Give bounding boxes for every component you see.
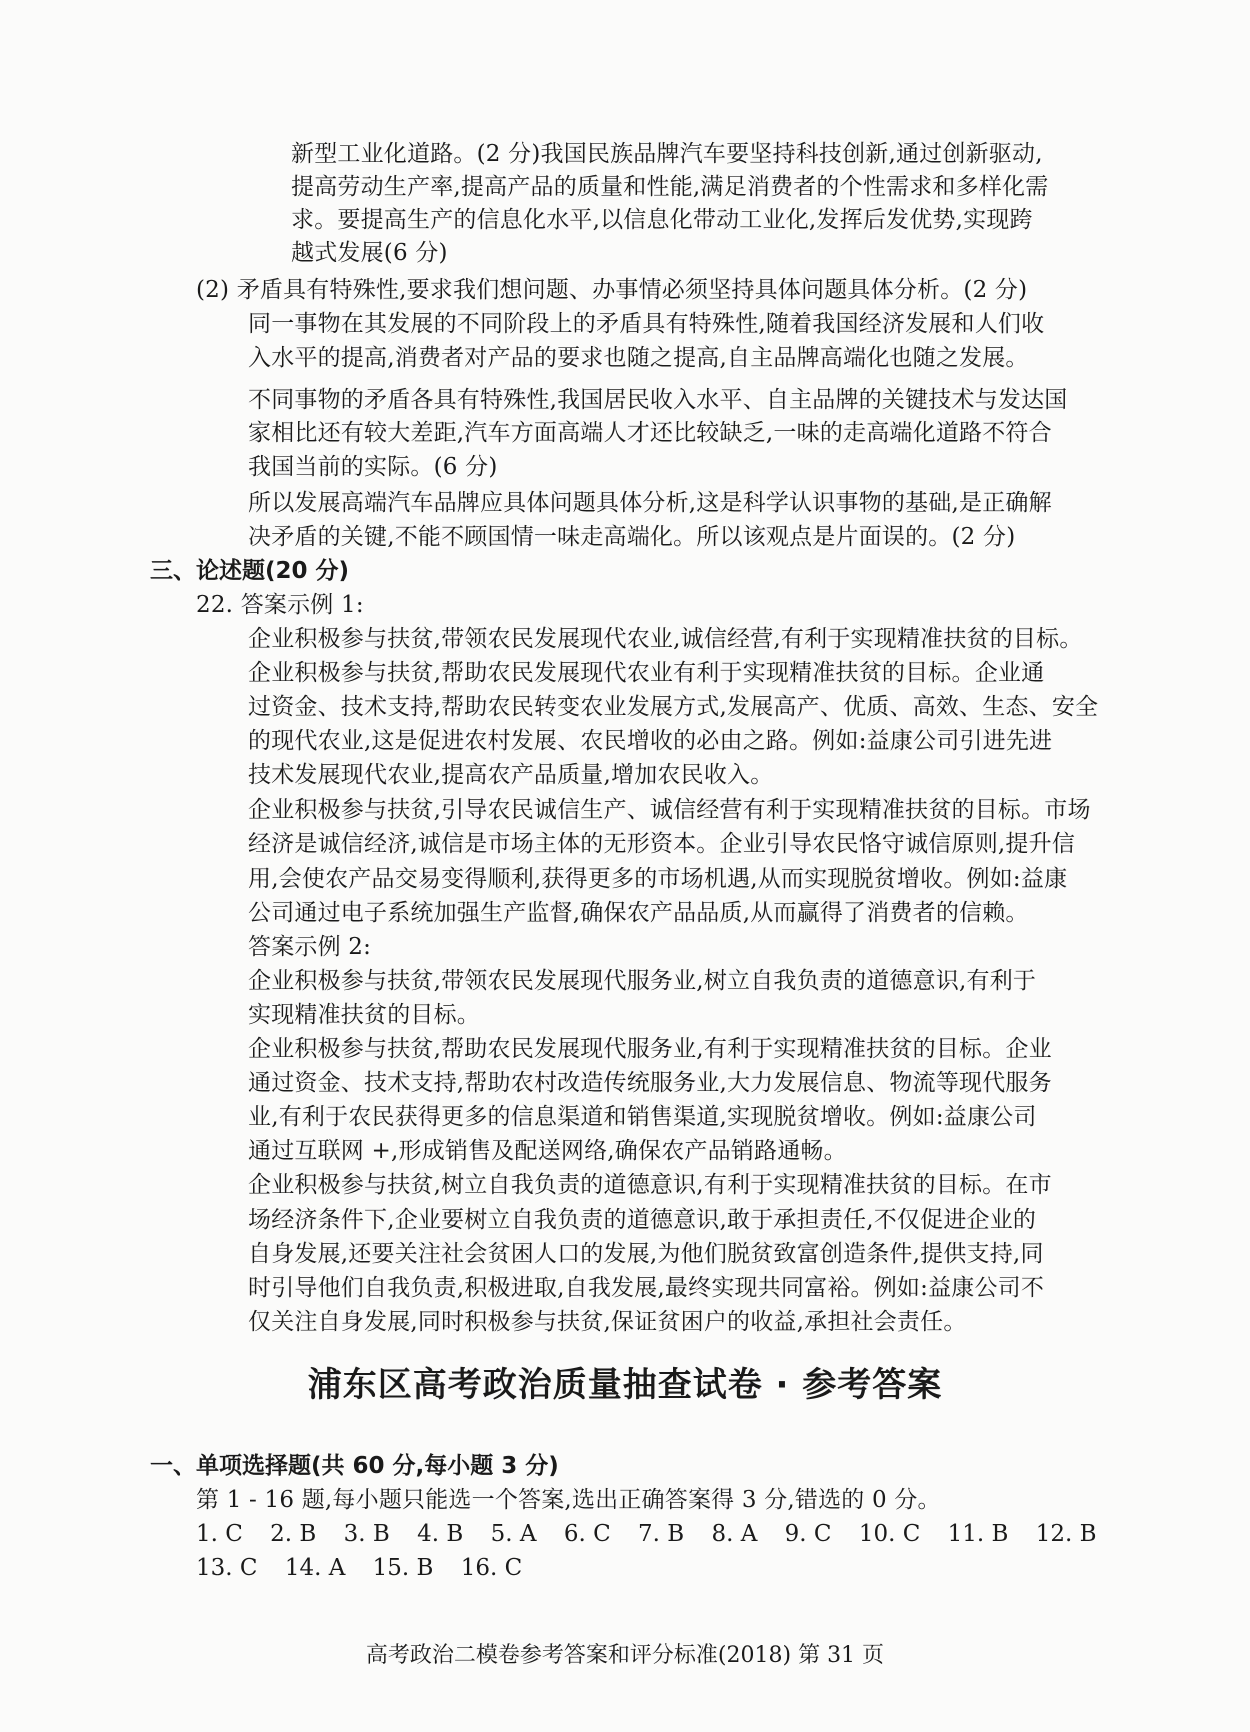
text-line: 用,会使农产品交易变得顺利,获得更多的市场机遇,从而实现脱贫增收。例如:益康 (248, 866, 1068, 892)
text-line: 企业积极参与扶贫,树立自我负责的道德意识,有利于实现精准扶贫的目标。在市 (248, 1172, 1052, 1198)
text-line: 的现代农业,这是促进农村发展、农民增收的必由之路。例如:益康公司引进先进 (248, 728, 1053, 754)
answer-item: 7. B (637, 1521, 685, 1547)
text-line: 新型工业化道路。(2 分)我国民族品牌汽车要坚持科技创新,通过创新驱动, (291, 141, 1043, 167)
answer-item: 12. B (1035, 1521, 1097, 1547)
answer-item: 11. B (947, 1521, 1009, 1547)
text-line: 过资金、技术支持,帮助农民转变农业发展方式,发展高产、优质、高效、生态、安全 (248, 694, 1099, 720)
answer-item: 9. C (784, 1521, 832, 1547)
page-title: 浦东区高考政治质量抽查试卷 · 参考答案 (307, 1365, 943, 1405)
answer-item: 3. B (343, 1521, 390, 1547)
text-line: 求。要提高生产的信息化水平,以信息化带动工业化,发挥后发优势,实现跨 (291, 207, 1033, 233)
answer-row (196, 1553, 542, 1583)
text-line: 通过互联网 +,形成销售及配送网络,确保农产品销路通畅。 (248, 1138, 847, 1164)
answer-row (196, 1519, 1117, 1549)
text-line: 时引导他们自我负责,积极进取,自我发展,最终实现共同富裕。例如:益康公司不 (248, 1275, 1045, 1301)
text-line: 技术发展现代农业,提高农产品质量,增加农民收入。 (248, 762, 774, 788)
text-line: 通过资金、技术支持,帮助农村改造传统服务业,大力发展信息、物流等现代服务 (248, 1070, 1052, 1096)
text-line: 公司通过电子系统加强生产监督,确保农产品品质,从而赢得了消费者的信赖。 (248, 900, 1029, 926)
answer-item: 15. B (372, 1555, 434, 1581)
text-line: 企业积极参与扶贫,帮助农民发展现代服务业,有利于实现精准扶贫的目标。企业 (248, 1036, 1052, 1062)
text-line: 提高劳动生产率,提高产品的质量和性能,满足消费者的个性需求和多样化需 (291, 174, 1049, 200)
text-line: 业,有利于农民获得更多的信息渠道和销售渠道,实现脱贫增收。例如:益康公司 (248, 1104, 1037, 1130)
question-2-heading: (2) 矛盾具有特殊性,要求我们想问题、办事情必须坚持具体问题具体分析。(2 分) (196, 277, 1028, 303)
text-line: 企业积极参与扶贫,带领农民发展现代服务业,树立自我负责的道德意识,有利于 (248, 968, 1037, 994)
text-line: 我国当前的实际。(6 分) (248, 454, 498, 480)
answer-example-label: 22. 答案示例 1: (196, 592, 364, 618)
text-line: 越式发展(6 分) (291, 240, 448, 266)
text-line: 经济是诚信经济,诚信是市场主体的无形资本。企业引导农民恪守诚信原则,提升信 (248, 831, 1076, 857)
text-line: 实现精准扶贫的目标。 (248, 1002, 480, 1028)
answer-item: 6. C (563, 1521, 611, 1547)
answer-example-label: 答案示例 2: (248, 934, 372, 960)
text-line: 同一事物在其发展的不同阶段上的矛盾具有特殊性,随着我国经济发展和人们收 (248, 311, 1045, 337)
text-line: 仅关注自身发展,同时积极参与扶贫,保证贫困户的收益,承担社会责任。 (248, 1309, 967, 1335)
answer-item: 5. A (490, 1521, 537, 1547)
text-line: 企业积极参与扶贫,引导农民诚信生产、诚信经营有利于实现精准扶贫的目标。市场 (248, 797, 1091, 823)
answer-item: 13. C (196, 1555, 258, 1581)
text-line: 不同事物的矛盾各具有特殊性,我国居民收入水平、自主品牌的关键技术与发达国 (248, 387, 1068, 413)
instruction-text: 第 1 - 16 题,每小题只能选一个答案,选出正确答案得 3 分,错选的 0 分。 (196, 1487, 941, 1513)
text-line: 自身发展,还要关注社会贫困人口的发展,为他们脱贫致富创造条件,提供支持,同 (248, 1241, 1044, 1267)
answer-item: 16. C (460, 1555, 523, 1581)
text-line: 决矛盾的关键,不能不顾国情一味走高端化。所以该观点是片面误的。(2 分) (248, 524, 1016, 550)
answer-item: 4. B (417, 1521, 464, 1547)
answer-item: 10. C (858, 1521, 921, 1547)
text-line: 入水平的提高,消费者对产品的要求也随之提高,自主品牌高端化也随之发展。 (248, 345, 1029, 371)
text-line: 所以发展高端汽车品牌应具体问题具体分析,这是科学认识事物的基础,是正确解 (248, 490, 1052, 516)
answer-item: 2. B (270, 1521, 317, 1547)
section-heading: 一、单项选择题(共 60 分,每小题 3 分) (150, 1453, 559, 1479)
answer-item: 14. A (284, 1555, 346, 1581)
page-footer: 高考政治二模卷参考答案和评分标准(2018) 第 31 页 (365, 1643, 885, 1668)
answer-item: 8. A (711, 1521, 758, 1547)
text-line: 家相比还有较大差距,汽车方面高端人才还比较缺乏,一味的走高端化道路不符合 (248, 420, 1052, 446)
answer-item: 1. C (196, 1521, 243, 1547)
text-line: 场经济条件下,企业要树立自我负责的道德意识,敢于承担责任,不仅促进企业的 (248, 1207, 1037, 1233)
section-heading: 三、论述题(20 分) (150, 558, 350, 584)
text-line: 企业积极参与扶贫,带领农民发展现代农业,诚信经营,有利于实现精准扶贫的目标。 (248, 626, 1083, 652)
text-line: 企业积极参与扶贫,帮助农民发展现代农业有利于实现精准扶贫的目标。企业通 (248, 660, 1045, 686)
